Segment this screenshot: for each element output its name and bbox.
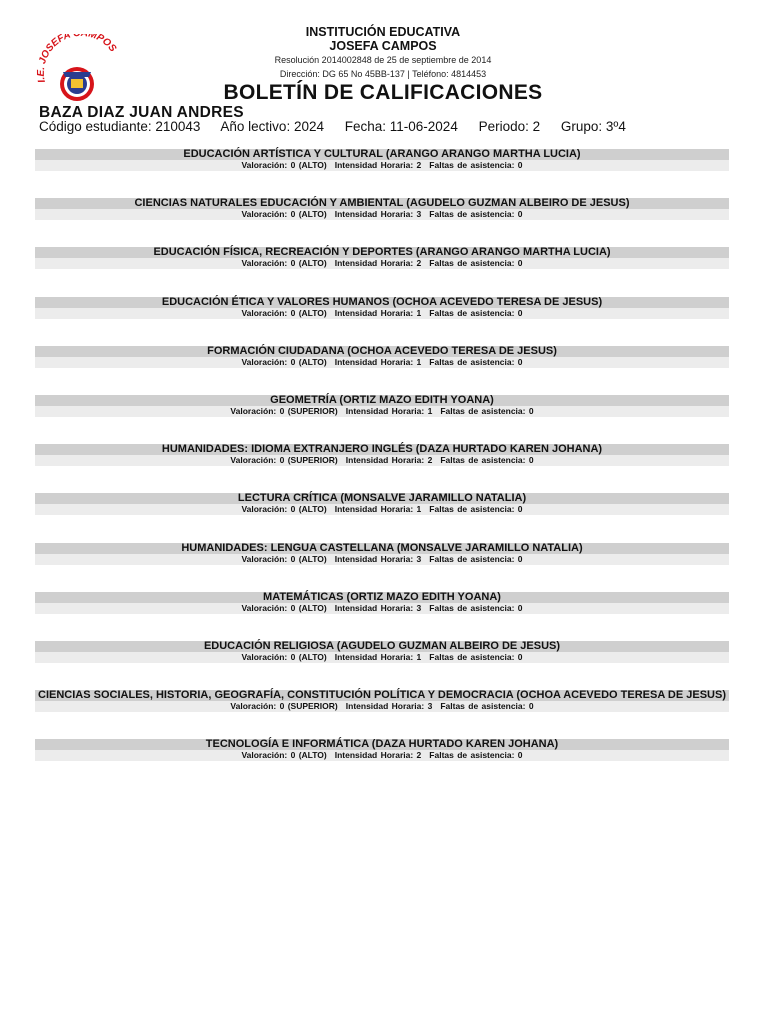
subject-block <box>35 346 729 395</box>
subject-absences: Faltas de asistencia: 0 <box>429 504 523 515</box>
subject-absences: Faltas de asistencia: 0 <box>429 307 523 318</box>
address-text: Dirección: DG 65 No 45BB-137 | Teléfono: 4814453 <box>279 69 487 79</box>
subject-grade: Valoración: 0 (ALTO) <box>241 553 327 564</box>
subject-hours: Intensidad Horaria: 2 <box>334 258 422 269</box>
subject-hours: Intensidad Horaria: 1 <box>334 307 422 318</box>
subjects-list <box>35 149 729 788</box>
subject-header <box>35 149 729 160</box>
subject-hours: Intensidad Horaria: 3 <box>334 602 422 613</box>
subject-block <box>35 543 729 592</box>
subject-header <box>35 444 729 455</box>
subject-header <box>35 198 729 209</box>
subject-hours: Intensidad Horaria: 3 <box>345 701 433 712</box>
svg-text:I.E. JOSEFA CAMPOS: I.E. JOSEFA MPOS <box>35 34 119 84</box>
subject-grade: Valoración: 0 (SUPERIOR) <box>230 455 338 466</box>
subject-header <box>35 641 729 652</box>
subject-title: LECTURA CRÍTICA (MONSALVE JARAMILLO NATALIA) <box>237 492 527 505</box>
subject-grade: Valoración: 0 (ALTO) <box>241 504 327 515</box>
subject-header <box>35 395 729 406</box>
subject-details <box>35 209 729 220</box>
subject-details <box>35 750 729 761</box>
subject-absences: Faltas de asistencia: 0 <box>429 258 523 269</box>
subject-hours: Intensidad Horaria: 1 <box>334 504 422 515</box>
subject-header <box>35 247 729 258</box>
subject-block <box>35 198 729 247</box>
institution-line1: INSTITUCIÓN EDUCATIVA <box>305 25 461 39</box>
subject-title: EDUCACIÓN RELIGIOSA (AGUDELO GUZMAN ALBEIRO DE JESUS) <box>203 639 561 652</box>
subject-title: CIENCIAS SOCIALES, HISTORIA, GEOGRAFÍA, CONSTITUCIÓN POLÍTICA Y DEMOCRACIA (OCHOA ACEVEDO TERESA DE JESUS) <box>38 689 726 702</box>
subject-details <box>35 652 729 663</box>
subject-title: HUMANIDADES: LENGUA CASTELLANA (MONSALVE JARAMILLO NATALIA) <box>181 541 583 554</box>
subject-absences: Faltas de asistencia: 0 <box>429 356 523 367</box>
document-title: BOLETÍN DE CALIFICACIONES <box>223 81 543 104</box>
subject-details <box>35 160 729 171</box>
subject-grade: Valoración: 0 (SUPERIOR) <box>230 701 338 712</box>
subject-absences: Faltas de asistencia: 0 <box>429 209 523 220</box>
subject-absences: Faltas de asistencia: 0 <box>429 750 523 761</box>
subject-hours: Intensidad Horaria: 3 <box>334 209 422 220</box>
subject-block <box>35 247 729 296</box>
subject-grade: Valoración: 0 (SUPERIOR) <box>230 405 338 416</box>
subject-title: FORMACIÓN CIUDADANA (OCHOA ACEVEDO TERESA DE JESUS) <box>207 344 557 357</box>
school-year: Año lectivo: 2024 <box>220 119 324 134</box>
subject-block <box>35 641 729 690</box>
subject-details <box>35 308 729 319</box>
subject-header <box>35 346 729 357</box>
subject-header <box>35 543 729 554</box>
subject-grade: Valoración: 0 (ALTO) <box>241 258 327 269</box>
subject-header <box>35 739 729 750</box>
subject-grade: Valoración: 0 (ALTO) <box>241 750 327 761</box>
subject-details <box>35 455 729 466</box>
subject-header <box>35 690 729 701</box>
subject-details <box>35 258 729 269</box>
subject-title: GEOMETRÍA (ORTIZ MAZO EDITH YOANA) <box>270 393 494 406</box>
subject-block <box>35 690 729 739</box>
report-date: Fecha: 11-06-2024 <box>344 119 458 134</box>
subject-block <box>35 493 729 542</box>
subject-block <box>35 149 729 198</box>
subject-block <box>35 592 729 641</box>
period: Periodo: 2 <box>478 119 541 134</box>
subject-hours: Intensidad Horaria: 1 <box>334 651 422 662</box>
subject-absences: Faltas de asistencia: 0 <box>440 455 534 466</box>
subject-grade: Valoración: 0 (ALTO) <box>241 307 327 318</box>
institution-line2: JOSEFA CAMPOS <box>329 38 437 53</box>
subject-hours: Intensidad Horaria: 1 <box>345 405 433 416</box>
subject-details <box>35 406 729 417</box>
subject-title: TECNOLOGÍA E INFORMÁTICA (DAZA HURTADO KAREN JOHANA) <box>205 738 559 751</box>
subject-hours: Intensidad Horaria: 2 <box>334 160 422 170</box>
subject-title: MATEMÁTICAS (ORTIZ MAZO EDITH YOANA) <box>263 590 501 603</box>
subject-header <box>35 592 729 603</box>
student-code: Código estudiante: 210043 <box>39 119 201 134</box>
subject-details <box>35 357 729 368</box>
subject-details <box>35 504 729 515</box>
resolution-text: Resolución 2014002848 de 25 de septiembre de 2014 <box>274 55 492 65</box>
subject-grade: Valoración: 0 (ALTO) <box>241 356 327 367</box>
subject-hours: Intensidad Horaria: 1 <box>334 356 422 367</box>
subject-absences: Faltas de asistencia: 0 <box>440 405 534 416</box>
subject-title: CIENCIAS NATURALES EDUCACIÓN Y AMBIENTAL (AGUDELO GUZMAN ALBEIRO DE JESUS) <box>134 197 630 210</box>
subject-title: HUMANIDADES: IDIOMA EXTRANJERO INGLÉS (DAZA HURTADO KAREN JOHANA) <box>161 443 603 456</box>
subject-hours: Intensidad Horaria: 2 <box>334 750 422 761</box>
subject-absences: Faltas de asistencia: 0 <box>440 701 534 712</box>
subject-header <box>35 493 729 504</box>
subject-block <box>35 297 729 346</box>
subject-details <box>35 701 729 712</box>
institution-name <box>0 26 766 53</box>
student-meta <box>39 119 643 134</box>
subject-grade: Valoración: 0 (ALTO) <box>241 602 327 613</box>
student-name: BAZA DIAZ JUAN ANDRES <box>39 104 244 121</box>
subject-grade: Valoración: 0 (ALTO) <box>241 651 327 662</box>
subject-title: EDUCACIÓN ÉTICA Y VALORES HUMANOS (OCHOA ACEVEDO TERESA DE JESUS) <box>161 295 603 308</box>
subject-title: EDUCACIÓN ARTÍSTICA Y CULTURAL (ARANGO ARANGO MARTHA LUCIA) <box>183 148 581 160</box>
subject-details <box>35 603 729 614</box>
subject-hours: Intensidad Horaria: 2 <box>345 455 433 466</box>
subject-block <box>35 739 729 788</box>
subject-hours: Intensidad Horaria: 3 <box>334 553 422 564</box>
subject-grade: Valoración: 0 (ALTO) <box>241 209 327 220</box>
subject-header <box>35 297 729 308</box>
subject-absences: Faltas de asistencia: 0 <box>429 160 523 170</box>
group: Grupo: 3º4 <box>560 119 626 134</box>
subject-title: EDUCACIÓN FÍSICA, RECREACIÓN Y DEPORTES (ARANGO ARANGO MARTHA LUCIA) <box>153 246 611 259</box>
subject-details <box>35 554 729 565</box>
subject-block <box>35 395 729 444</box>
subject-absences: Faltas de asistencia: 0 <box>429 602 523 613</box>
subject-absences: Faltas de asistencia: 0 <box>429 553 523 564</box>
subject-grade: Valoración: 0 (ALTO) <box>241 160 327 170</box>
subject-absences: Faltas de asistencia: 0 <box>429 651 523 662</box>
subject-block <box>35 444 729 493</box>
